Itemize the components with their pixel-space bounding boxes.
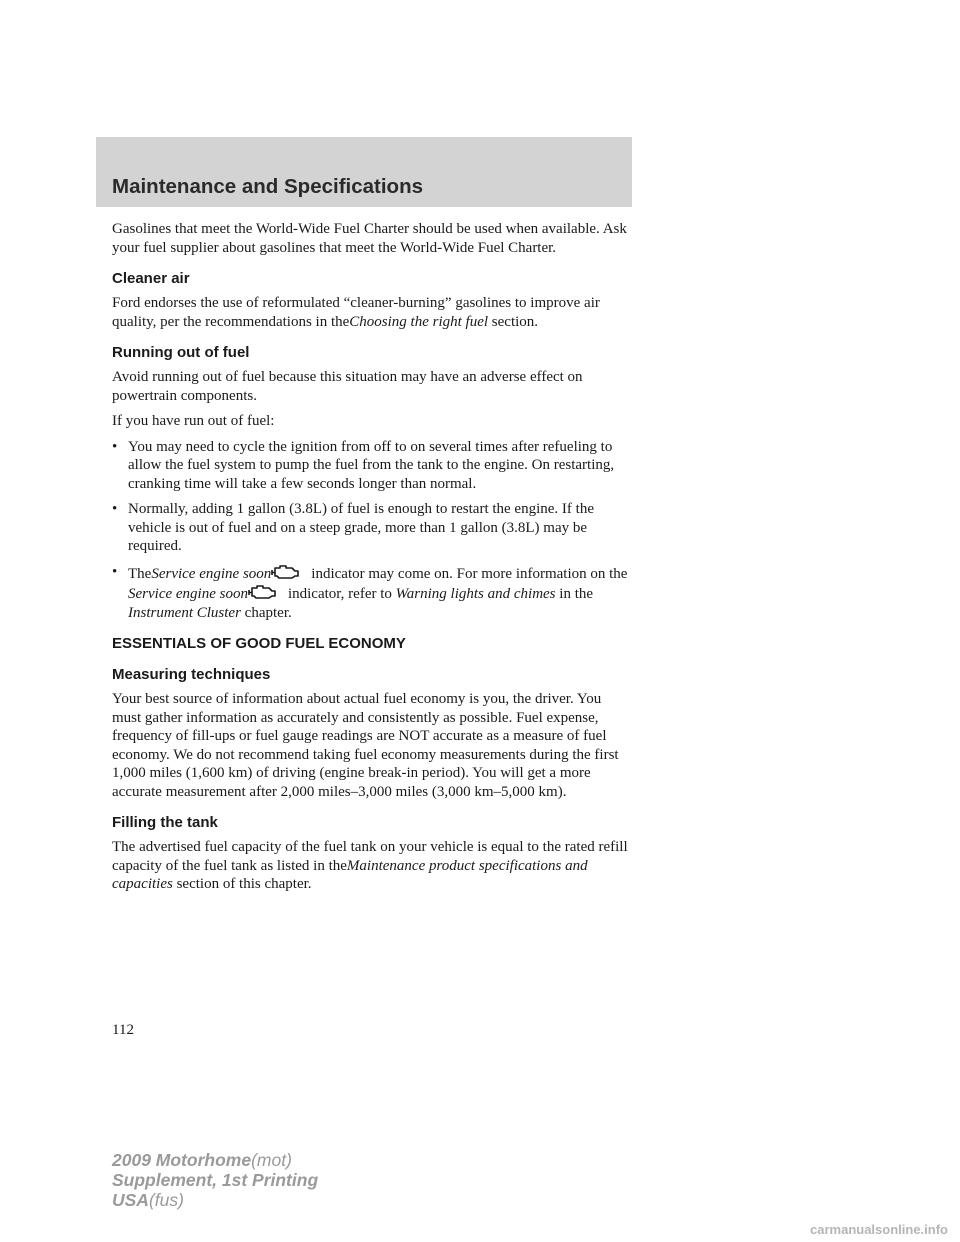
run-out-intro: If you have run out of fuel: [112,413,275,429]
measuring-heading: Measuring techniques [112,666,271,683]
bullet-dot: • [112,563,118,580]
bullet-text-chapter: chapter. [244,604,292,621]
service-engine-soon-label: Service engine soon [151,565,272,582]
filling-heading: Filling the tank [112,814,218,831]
warning-lights-reference: Warning lights and chimes [395,586,556,602]
bullet-text-the: The [128,565,152,582]
print-footer [112,1150,318,1210]
page-number: 112 [112,1022,134,1038]
check-engine-icon [248,583,278,600]
footer-line-3 [112,1190,318,1210]
specifications-reference: Maintenance product specifications and capacities [112,857,588,892]
essentials-heading: ESSENTIALS OF GOOD FUEL ECONOMY [112,635,406,652]
watermark-link[interactable]: carmanualsonline.info [810,1222,948,1237]
section-title: Maintenance and Specifications [112,175,423,198]
bullet-text-in-the: in the [559,586,594,602]
filling-paragraph [112,838,632,894]
bullet-text: You may need to cycle the ignition from off to on several times after refueling to allow the fuel system to pump the fuel from the tank to the engine. On restarting, cranking time will take a few seconds longer than normal. [128,438,615,492]
check-engine-icon [271,563,301,580]
page-content [112,220,632,901]
running-out-heading: Running out of fuel [112,344,250,361]
choosing-fuel-reference: Choosing the right fuel [349,313,489,330]
running-out-paragraph: Avoid running out of fuel because this situation may have an adverse effect on powertrain components. [112,369,583,404]
bullet-text: Normally, adding 1 gallon (3.8L) of fuel is enough to restart the engine. If the vehicle is out of fuel and on a steep grade, more than 1 gallon (3.8L) may be required. [128,501,594,554]
bullet-text-part3: indicator, refer to [287,586,392,602]
filling-text: The advertised fuel capacity of the fuel tank on your vehicle is equal to the rated refill capacity of the fuel tank as listed in the [112,839,628,874]
instrument-cluster-reference: Instrument Cluster [128,604,241,621]
list-item [112,438,632,494]
footer-vehicle-code: (mot) [251,1150,292,1170]
service-engine-soon-label: Service engine soon [128,586,248,602]
footer-line-2: Supplement, 1st Printing [112,1170,319,1190]
footer-line-1 [112,1150,318,1170]
footer-vehicle: 2009 Motorhome [112,1150,252,1170]
list-item [112,563,632,623]
list-item [112,500,632,556]
cleaner-air-paragraph [112,294,632,331]
intro-paragraph: Gasolines that meet the World-Wide Fuel Charter should be used when available. Ask your fuel supplier about gasolines that meet the World-Wide Fuel Charter. [112,221,627,256]
cleaner-air-text: Ford endorses the use of reformulated “cleaner-burning” gasolines to improve air quality, per the recommendations in the [112,295,600,330]
measuring-paragraph: Your best source of information about actual fuel economy is you, the driver. You must gather information as accurately and consistently as possible. Fuel expense, frequency of fill-ups or fuel gauge readings are NOT accurate as a measure of fuel economy. We do not recommend taking fuel economy measurements during the first 1,000 miles (1,600 km) of driving (engine break-in period). You will get a more accurate measurement after 2,000 miles–3,000 miles (3,000 km–5,000 km). [112,691,619,800]
footer-market-code: (fus) [148,1190,184,1210]
filling-text-end: section of this chapter. [176,876,312,892]
bullet-dot: • [112,438,118,455]
cleaner-air-heading: Cleaner air [112,270,190,287]
section-header-band [96,137,632,207]
footer-market: USA [112,1190,149,1210]
bullet-dot: • [112,501,118,517]
bullet-text-part2: indicator may come on. For more information on the [311,565,628,582]
cleaner-air-text-end: section. [491,313,539,330]
